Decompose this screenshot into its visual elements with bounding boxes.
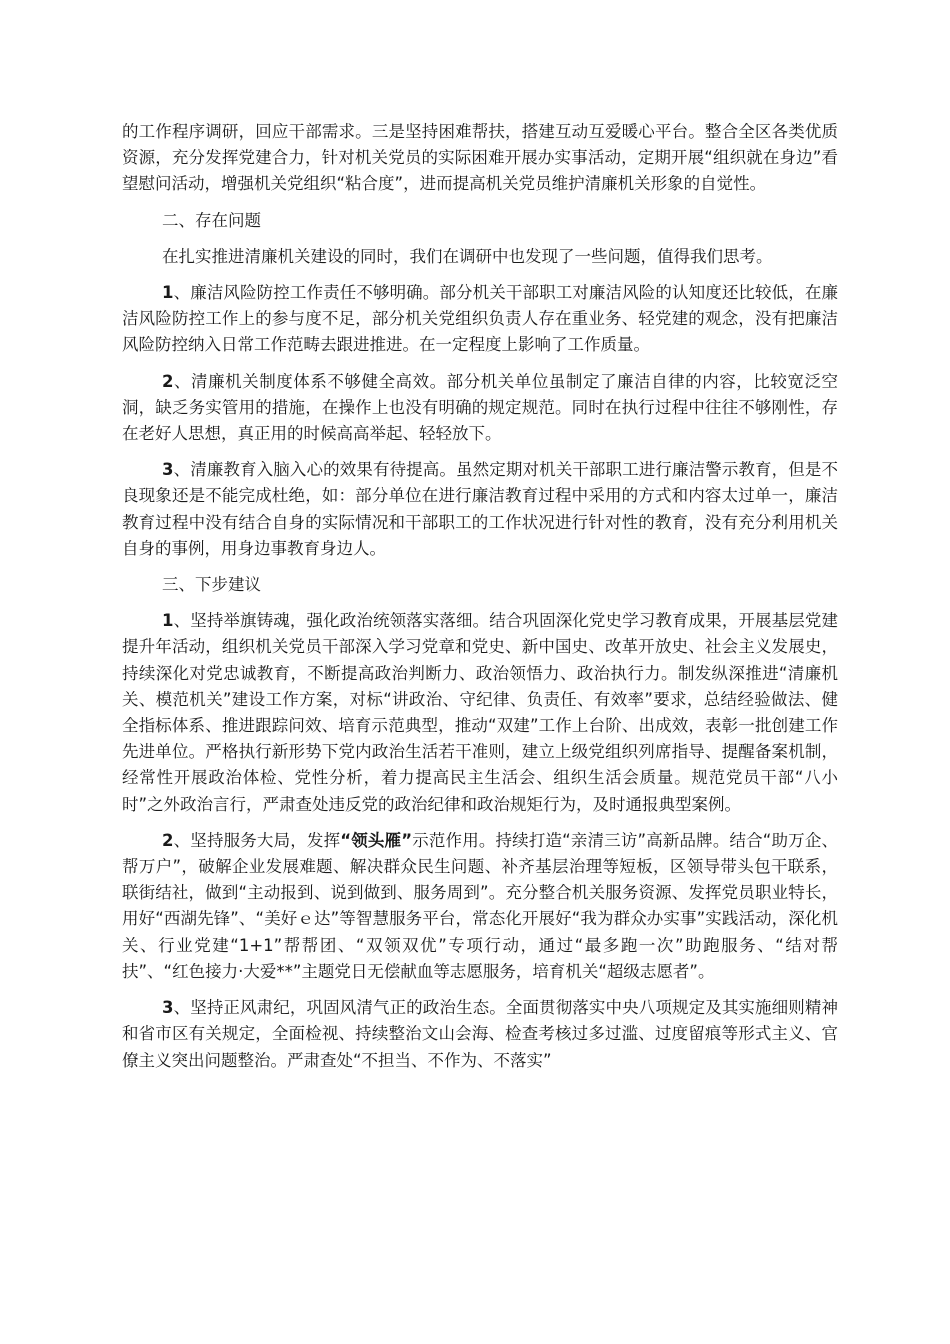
item-number: 1 (162, 283, 174, 303)
item-number: 1 (162, 611, 174, 631)
suggestion-item-2 (122, 828, 838, 985)
suggestion-item-1 (122, 608, 838, 818)
section-heading-suggestions: 三、下步建议 (162, 575, 261, 595)
item-text-bold: “领头雁” (340, 830, 413, 850)
item-number: 3 (162, 460, 174, 480)
section-heading-problems: 二、存在问题 (162, 210, 261, 230)
problem-item-1 (122, 280, 838, 359)
item-text-before: 、坚持服务大局，发挥 (173, 830, 341, 850)
problem-item-3 (122, 457, 838, 562)
item-text: 、坚持举旗铸魂，强化政治统领落实落细。结合巩固深化党史学习教育成果，开展基层党建提升年活动，组织机关党员干部深入学习党章和党史、新中国史、改革开放史、社会主义发展史，持续深化对党忠诚教育，不断提高政治判断力、政治领悟力、政治执行力。制发纵深推进“清廉机关、模范机关”建设工作方案，对标“讲政治、守纪律、负责任、有效率”要求，总结经验做法、健全指标体系、推进跟踪问效、培育示范典型，推动“双建”工作上台阶、出成效，表彰一批创建工作先进单位。严格执行新形势下党内政治生活若干准则，建立上级党组织列席指导、提醒备案机制，经常性开展政治体检、党性分析，着力提高民主生活会、组织生活会质量。规范党员干部“八小时”之外政治言行，严肃查处违反党的政治纪律和政治规矩行为，及时通报典型案例。 (122, 611, 838, 814)
item-number: 2 (162, 830, 174, 850)
item-text: 、清廉机关制度体系不够健全高效。部分机关单位虽制定了廉洁自律的内容，比较宽泛空洞，缺乏务实管用的措施，在操作上也没有明确的规定规范。同时在执行过程中往往不够刚性，存在老好人思想，真正用的时候高高举起、轻轻放下。 (122, 371, 838, 444)
item-number: 3 (162, 998, 174, 1018)
paragraph-continued: 的工作程序调研，回应干部需求。三是坚持困难帮扶，搭建互动互爱暖心平台。整合全区各类优质资源，充分发挥党建合力，针对机关党员的实际困难开展办实事活动，定期开展“组织就在身边”看望慰问活动，增强机关党组织“粘合度”，进而提高机关党员维护清廉机关形象的自觉性。 (122, 122, 838, 194)
paragraph-problems-intro: 在扎实推进清廉机关建设的同时，我们在调研中也发现了一些问题，值得我们思考。 (162, 246, 773, 266)
document-body (122, 119, 838, 1084)
item-text: 、清廉教育入脑入心的效果有待提高。虽然定期对机关干部职工进行廉洁警示教育，但是不良现象还是不能完成杜绝，如：部分单位在进行廉洁教育过程中采用的方式和内容太过单一，廉洁教育过程中没有结合自身的实际情况和干部职工的工作状况进行针对性的教育，没有充分利用机关自身的事例，用身边事教育身边人。 (122, 460, 838, 558)
item-text: 、坚持正风肃纪，巩固风清气正的政治生态。全面贯彻落实中央八项规定及其实施细则精神和省市区有关规定，全面检视、持续整治文山会海、检查考核过多过滥、过度留痕等形式主义、官僚主义突出问题整治。严肃查处“不担当、不作为、不落实” (122, 998, 838, 1070)
item-text-after: 示范作用。持续打造“亲清三访”高新品牌。结合“助万企、帮万户”，破解企业发展难题、解决群众民生问题、补齐基层治理等短板，区领导带头包干联系，联街结社，做到“主动报到、说到做到、服务周到”。充分整合机关服务资源、发挥党员职业特长，用好“西湖先锋”、“美好ｅ达”等智慧服务平台，常态化开展好“我为群众办实事”实践活动，深化机关、行业党建“1+1”帮帮团、“双领双优”专项行动，通过“最多跑一次”助跑服务、“结对帮扶”、“红色接力·大爱**”主题党日无偿献血等志愿服务，培育机关“超级志愿者”。 (122, 830, 838, 981)
suggestion-item-3 (122, 995, 838, 1074)
item-number: 2 (162, 371, 174, 391)
item-text: 、廉洁风险防控工作责任不够明确。部分机关干部职工对廉洁风险的认知度还比较低，在廉洁风险防控工作上的参与度不足，部分机关党组织负责人存在重业务、轻党建的观念，没有把廉洁风险防控纳入日常工作范畴去跟进推进。在一定程度上影响了工作质量。 (122, 283, 838, 355)
problem-item-2 (122, 369, 838, 448)
